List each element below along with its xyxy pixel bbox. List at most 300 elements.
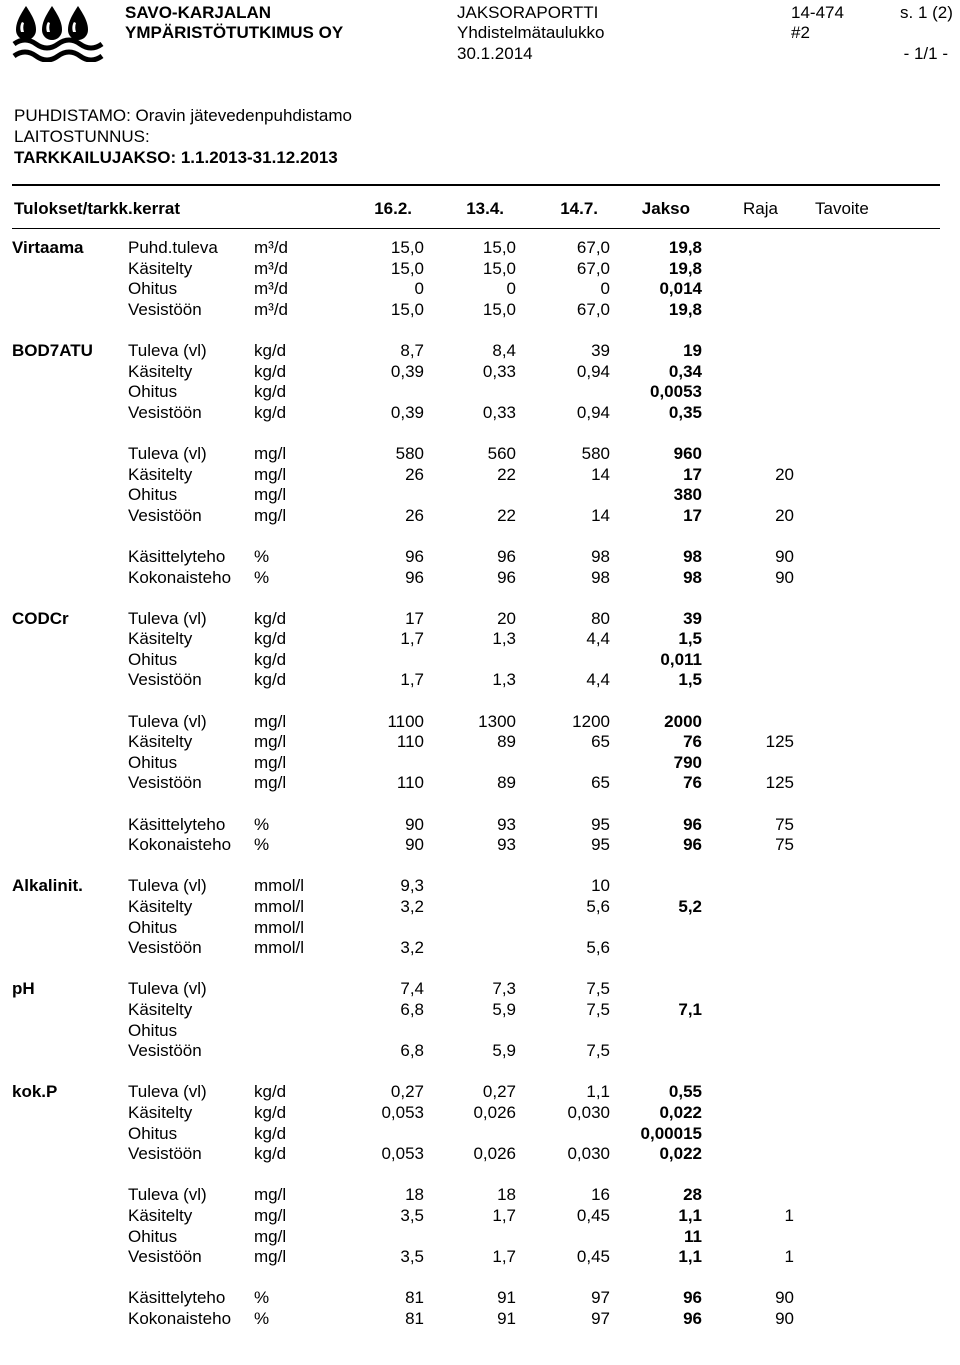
value-date3: 95 bbox=[591, 814, 610, 834]
value-date2 bbox=[424, 1021, 516, 1042]
column-header-divider bbox=[12, 228, 940, 229]
value-tavoite bbox=[794, 465, 874, 486]
value-jakso: 11 bbox=[684, 1226, 702, 1246]
value-date1: 15,0 bbox=[390, 299, 424, 319]
parameter-name: Ohitus bbox=[128, 649, 178, 669]
report-number: 14-474 bbox=[791, 3, 844, 22]
value-tavoite bbox=[794, 918, 874, 939]
parameter-name: Tuleva (vl) bbox=[128, 979, 207, 999]
spacer-cell bbox=[12, 1165, 874, 1186]
table-row bbox=[12, 753, 874, 774]
parameter-name: Ohitus bbox=[128, 752, 178, 772]
value-date1 bbox=[346, 753, 424, 774]
value-tavoite bbox=[794, 938, 874, 959]
value-date2: 15,0 bbox=[482, 258, 516, 278]
row-spacer bbox=[12, 959, 874, 980]
value-date2: 1,3 bbox=[492, 629, 516, 649]
value-raja: 1 bbox=[784, 1205, 794, 1225]
value-date3: 39 bbox=[591, 340, 610, 360]
site-id: LAITOSTUNNUS: bbox=[14, 127, 150, 146]
table-row bbox=[12, 670, 874, 691]
value-raja: 75 bbox=[775, 814, 794, 834]
value-jakso: 76 bbox=[683, 732, 702, 752]
value-raja bbox=[702, 403, 794, 424]
value-date3: 4,4 bbox=[586, 670, 610, 690]
value-jakso: 19,8 bbox=[668, 258, 702, 278]
value-date1: 90 bbox=[405, 835, 424, 855]
value-raja bbox=[702, 1144, 794, 1165]
table-row bbox=[12, 876, 874, 897]
table-row bbox=[12, 444, 874, 465]
value-date1: 3,2 bbox=[400, 897, 424, 916]
parameter-name: Vesistöön bbox=[128, 1041, 202, 1061]
value-tavoite bbox=[794, 362, 874, 383]
value-raja bbox=[702, 1041, 794, 1062]
table-row bbox=[12, 918, 874, 939]
value-tavoite bbox=[794, 1144, 874, 1165]
page-number: s. 1 (2) bbox=[900, 3, 953, 22]
section-label: BOD7ATU bbox=[12, 340, 93, 360]
table-row bbox=[12, 650, 874, 671]
table-row bbox=[12, 506, 874, 527]
plant-name: PUHDISTAMO: Oravin jätevedenpuhdistamo bbox=[14, 106, 352, 125]
value-date1: 96 bbox=[405, 546, 424, 566]
value-date1 bbox=[346, 918, 424, 939]
value-jakso: 19,8 bbox=[668, 238, 702, 257]
spacer-cell bbox=[12, 794, 874, 815]
value-jakso: 1,1 bbox=[678, 1205, 702, 1225]
spacer-cell bbox=[12, 320, 874, 341]
value-date3: 1200 bbox=[572, 711, 610, 731]
value-date3: 97 bbox=[591, 1288, 610, 1308]
section-label bbox=[12, 382, 128, 403]
parameter-name: Kokonaisteho bbox=[128, 1308, 232, 1328]
value-jakso: 1,5 bbox=[678, 670, 702, 690]
section-label bbox=[12, 1227, 128, 1248]
value-date2: 20 bbox=[497, 608, 516, 628]
value-jakso: 0,00015 bbox=[640, 1123, 702, 1143]
value-date3: 580 bbox=[581, 443, 610, 463]
results-table bbox=[12, 238, 874, 1329]
section-label bbox=[12, 1185, 128, 1206]
value-jakso: 96 bbox=[683, 835, 702, 855]
value-raja bbox=[702, 712, 794, 733]
value-raja bbox=[702, 650, 794, 671]
value-jakso: 1,1 bbox=[678, 1247, 702, 1267]
value-tavoite bbox=[794, 670, 874, 691]
value-jakso bbox=[610, 938, 702, 959]
value-jakso bbox=[610, 1041, 702, 1062]
section-label: Virtaama bbox=[12, 238, 84, 257]
value-jakso: 19,8 bbox=[668, 299, 702, 319]
unit-cell: mmol/l bbox=[254, 917, 305, 937]
value-date3: 65 bbox=[591, 773, 610, 793]
parameter-name: Vesistöön bbox=[128, 1247, 202, 1267]
value-raja: 125 bbox=[765, 732, 794, 752]
value-date3: 7,5 bbox=[586, 979, 610, 999]
section-label bbox=[12, 1206, 128, 1227]
value-tavoite bbox=[794, 1227, 874, 1248]
parameter-name: Käsittelyteho bbox=[128, 546, 226, 566]
value-date3: 98 bbox=[591, 567, 610, 587]
parameter-name: Käsitelty bbox=[128, 629, 193, 649]
value-tavoite bbox=[794, 1206, 874, 1227]
value-jakso: 98 bbox=[683, 546, 702, 566]
value-tavoite bbox=[794, 773, 874, 794]
value-date1: 8,7 bbox=[400, 340, 424, 360]
table-row bbox=[12, 835, 874, 856]
row-spacer bbox=[12, 1062, 874, 1083]
value-date2: 18 bbox=[497, 1185, 516, 1205]
value-tavoite bbox=[794, 1082, 874, 1103]
unit-cell: kg/d bbox=[254, 361, 287, 381]
section-label bbox=[12, 629, 128, 650]
value-jakso bbox=[610, 1021, 702, 1042]
spacer-cell bbox=[12, 588, 874, 609]
column-header-jakso: Jakso bbox=[641, 199, 690, 218]
unit-cell: mg/l bbox=[254, 732, 287, 752]
value-raja bbox=[702, 1227, 794, 1248]
row-spacer bbox=[12, 1268, 874, 1289]
parameter-name: Käsitelty bbox=[128, 258, 193, 278]
row-spacer bbox=[12, 691, 874, 712]
value-date2: 96 bbox=[497, 546, 516, 566]
unit-cell: mmol/l bbox=[254, 876, 305, 896]
value-raja bbox=[702, 382, 794, 403]
value-date1 bbox=[346, 485, 424, 506]
value-raja: 90 bbox=[775, 546, 794, 566]
table-row bbox=[12, 547, 874, 568]
value-date3 bbox=[516, 650, 610, 671]
value-raja bbox=[702, 1082, 794, 1103]
row-spacer bbox=[12, 320, 874, 341]
section-label bbox=[12, 362, 128, 383]
parameter-name: Puhd.tuleva bbox=[128, 238, 218, 257]
value-date2: 7,3 bbox=[492, 979, 516, 999]
value-jakso: 39 bbox=[683, 608, 702, 628]
section-label bbox=[12, 815, 128, 836]
value-date2: 93 bbox=[497, 814, 516, 834]
parameter-name: Kokonaisteho bbox=[128, 567, 232, 587]
table-row bbox=[12, 341, 874, 362]
parameter-name: Käsitelty bbox=[128, 999, 193, 1019]
value-date1: 90 bbox=[405, 814, 424, 834]
section-label bbox=[12, 835, 128, 856]
section-label bbox=[12, 1124, 128, 1145]
parameter-name: Käsitelty bbox=[128, 464, 193, 484]
value-tavoite bbox=[794, 506, 874, 527]
table-row bbox=[12, 1124, 874, 1145]
value-date2: 0,33 bbox=[482, 402, 516, 422]
unit-cell: mmol/l bbox=[254, 938, 305, 958]
header-divider bbox=[12, 184, 940, 186]
value-date2: 1,3 bbox=[492, 670, 516, 690]
value-tavoite bbox=[794, 1000, 874, 1021]
table-row bbox=[12, 382, 874, 403]
unit-cell bbox=[254, 1041, 346, 1062]
section-label: Alkalinit. bbox=[12, 876, 83, 896]
section-label bbox=[12, 1309, 128, 1330]
section-label: kok.P bbox=[12, 1082, 58, 1102]
value-raja bbox=[702, 362, 794, 383]
value-date1 bbox=[346, 1021, 424, 1042]
value-raja bbox=[702, 1021, 794, 1042]
value-tavoite bbox=[794, 1041, 874, 1062]
value-raja bbox=[702, 670, 794, 691]
table-row bbox=[12, 1227, 874, 1248]
value-date1 bbox=[346, 650, 424, 671]
table-row bbox=[12, 815, 874, 836]
value-date3: 7,5 bbox=[586, 999, 610, 1019]
section-label bbox=[12, 1041, 128, 1062]
value-date1 bbox=[346, 1227, 424, 1248]
value-jakso: 5,2 bbox=[678, 897, 702, 916]
value-date1: 0,39 bbox=[390, 402, 424, 422]
value-date1: 0 bbox=[414, 279, 424, 299]
value-date1: 17 bbox=[405, 608, 424, 628]
unit-cell: kg/d bbox=[254, 608, 287, 628]
value-date3 bbox=[516, 753, 610, 774]
value-date2: 0,27 bbox=[482, 1082, 516, 1102]
section-label: pH bbox=[12, 979, 35, 999]
value-date1: 9,3 bbox=[400, 876, 424, 896]
unit-cell: % bbox=[254, 1288, 270, 1308]
unit-cell: mg/l bbox=[254, 773, 287, 793]
unit-cell bbox=[254, 1000, 346, 1021]
section-label bbox=[12, 300, 128, 321]
parameter-name: Vesistöön bbox=[128, 505, 202, 525]
value-jakso: 96 bbox=[683, 814, 702, 834]
value-tavoite bbox=[794, 979, 874, 1000]
value-raja bbox=[702, 259, 794, 280]
parameter-name: Tuleva (vl) bbox=[128, 1082, 207, 1102]
value-date3: 0,45 bbox=[576, 1247, 610, 1267]
value-date2: 89 bbox=[497, 732, 516, 752]
value-raja: 90 bbox=[775, 1308, 794, 1328]
value-date3: 7,5 bbox=[586, 1041, 610, 1061]
value-jakso: 96 bbox=[683, 1288, 702, 1308]
table-row bbox=[12, 897, 874, 918]
report-title: JAKSORAPORTTI bbox=[457, 3, 599, 22]
value-raja: 125 bbox=[765, 773, 794, 793]
parameter-name: Ohitus bbox=[128, 1020, 178, 1040]
spacer-cell bbox=[12, 1062, 874, 1083]
table-row bbox=[12, 1021, 874, 1042]
value-date2: 0,026 bbox=[473, 1102, 516, 1122]
table-row bbox=[12, 279, 874, 300]
value-date3: 5,6 bbox=[586, 897, 610, 916]
value-tavoite bbox=[794, 300, 874, 321]
parameter-name: Käsitelty bbox=[128, 897, 193, 916]
value-date1: 1100 bbox=[387, 711, 424, 731]
section-label bbox=[12, 444, 128, 465]
unit-cell: kg/d bbox=[254, 1102, 287, 1122]
parameter-name: Ohitus bbox=[128, 485, 178, 505]
unit-cell: mg/l bbox=[254, 505, 287, 525]
spacer-cell bbox=[12, 856, 874, 877]
value-tavoite bbox=[794, 629, 874, 650]
unit-cell: mmol/l bbox=[254, 897, 305, 916]
unit-cell: m³/d bbox=[254, 238, 288, 257]
value-tavoite bbox=[794, 1288, 874, 1309]
table-row bbox=[12, 1206, 874, 1227]
parameter-name: Tuleva (vl) bbox=[128, 876, 207, 896]
value-date2: 0,026 bbox=[473, 1144, 516, 1164]
value-date2 bbox=[424, 938, 516, 959]
unit-cell: mg/l bbox=[254, 711, 287, 731]
report-hash: #2 bbox=[791, 23, 810, 42]
table-row bbox=[12, 300, 874, 321]
value-raja: 20 bbox=[775, 464, 794, 484]
value-date3: 5,6 bbox=[586, 938, 610, 958]
value-tavoite bbox=[794, 382, 874, 403]
column-header-date2: 13.4. bbox=[466, 199, 504, 218]
table-row bbox=[12, 938, 874, 959]
value-raja bbox=[702, 979, 794, 1000]
value-date2 bbox=[424, 876, 516, 897]
value-date1: 0,053 bbox=[381, 1144, 424, 1164]
column-header-tavoite: Tavoite bbox=[815, 199, 869, 218]
value-date3: 65 bbox=[591, 732, 610, 752]
value-jakso: 0,35 bbox=[668, 402, 702, 422]
section-label bbox=[12, 1144, 128, 1165]
row-spacer bbox=[12, 526, 874, 547]
value-date3: 14 bbox=[591, 464, 610, 484]
column-header-label: Tulokset/tarkk.kerrat bbox=[14, 199, 180, 218]
value-jakso: 7,1 bbox=[678, 999, 702, 1019]
section-label bbox=[12, 547, 128, 568]
value-jakso: 98 bbox=[683, 567, 702, 587]
section-label bbox=[12, 918, 128, 939]
value-date1: 110 bbox=[396, 732, 424, 752]
table-row bbox=[12, 465, 874, 486]
value-date3: 67,0 bbox=[576, 238, 610, 257]
section-label bbox=[12, 279, 128, 300]
value-date1: 110 bbox=[396, 773, 424, 793]
value-tavoite bbox=[794, 1021, 874, 1042]
parameter-name: Tuleva (vl) bbox=[128, 340, 207, 360]
unit-cell: kg/d bbox=[254, 629, 287, 649]
value-date1: 15,0 bbox=[390, 238, 424, 257]
value-jakso: 0,34 bbox=[668, 361, 702, 381]
table-row bbox=[12, 712, 874, 733]
table-row bbox=[12, 979, 874, 1000]
value-date2 bbox=[424, 650, 516, 671]
value-tavoite bbox=[794, 835, 874, 856]
value-tavoite bbox=[794, 547, 874, 568]
value-date1: 0,27 bbox=[390, 1082, 424, 1102]
unit-cell: m³/d bbox=[254, 279, 288, 299]
section-label bbox=[12, 465, 128, 486]
parameter-name: Ohitus bbox=[128, 1123, 178, 1143]
value-raja bbox=[702, 876, 794, 897]
section-label bbox=[12, 1288, 128, 1309]
unit-cell: mg/l bbox=[254, 1247, 287, 1267]
table-row bbox=[12, 1288, 874, 1309]
table-row bbox=[12, 362, 874, 383]
value-date3: 0 bbox=[600, 279, 610, 299]
value-date1: 18 bbox=[405, 1185, 424, 1205]
value-date2: 1,7 bbox=[492, 1205, 516, 1225]
value-jakso bbox=[610, 876, 702, 897]
value-tavoite bbox=[794, 1103, 874, 1124]
parameter-name: Kokonaisteho bbox=[128, 835, 232, 855]
org-name-line2: YMPÄRISTÖTUTKIMUS OY bbox=[125, 23, 344, 42]
value-date3: 0,030 bbox=[567, 1102, 610, 1122]
value-raja bbox=[702, 629, 794, 650]
value-jakso: 380 bbox=[673, 485, 702, 505]
value-date1 bbox=[346, 1124, 424, 1145]
section-label bbox=[12, 568, 128, 589]
row-spacer bbox=[12, 794, 874, 815]
value-tavoite bbox=[794, 341, 874, 362]
value-date3 bbox=[516, 1227, 610, 1248]
parameter-name: Vesistöön bbox=[128, 670, 202, 690]
unit-cell: mg/l bbox=[254, 464, 287, 484]
section-label bbox=[12, 753, 128, 774]
unit-cell: kg/d bbox=[254, 402, 287, 422]
value-raja bbox=[702, 918, 794, 939]
table-row bbox=[12, 1041, 874, 1062]
value-date2 bbox=[424, 1227, 516, 1248]
value-jakso: 0,022 bbox=[659, 1102, 702, 1122]
value-date3 bbox=[516, 1124, 610, 1145]
row-spacer bbox=[12, 856, 874, 877]
value-date2: 89 bbox=[497, 773, 516, 793]
spacer-cell bbox=[12, 1268, 874, 1289]
value-raja: 1 bbox=[784, 1247, 794, 1267]
value-date1: 81 bbox=[405, 1308, 424, 1328]
value-tavoite bbox=[794, 815, 874, 836]
value-date1: 3,5 bbox=[400, 1205, 424, 1225]
parameter-name: Ohitus bbox=[128, 382, 178, 402]
value-date1: 96 bbox=[405, 567, 424, 587]
value-date3: 95 bbox=[591, 835, 610, 855]
value-date2 bbox=[424, 485, 516, 506]
section-label bbox=[12, 732, 128, 753]
value-raja bbox=[702, 444, 794, 465]
section-label bbox=[12, 773, 128, 794]
value-tavoite bbox=[794, 876, 874, 897]
value-raja bbox=[702, 485, 794, 506]
section-label bbox=[12, 403, 128, 424]
unit-cell: mg/l bbox=[254, 1226, 287, 1246]
section-label bbox=[12, 897, 128, 918]
value-date2: 91 bbox=[497, 1308, 516, 1328]
value-date3: 0,94 bbox=[576, 402, 610, 422]
value-jakso: 76 bbox=[683, 773, 702, 793]
unit-cell: kg/d bbox=[254, 340, 287, 360]
value-date2: 22 bbox=[497, 464, 516, 484]
value-date3: 1,1 bbox=[586, 1082, 610, 1102]
parameter-name: Vesistöön bbox=[128, 773, 202, 793]
value-date2: 22 bbox=[497, 505, 516, 525]
spacer-cell bbox=[12, 526, 874, 547]
unit-cell: % bbox=[254, 567, 270, 587]
unit-cell: mg/l bbox=[254, 485, 287, 505]
page-fraction: - 1/1 - bbox=[903, 44, 948, 63]
row-spacer bbox=[12, 1165, 874, 1186]
value-tavoite bbox=[794, 1247, 874, 1268]
unit-cell bbox=[254, 979, 346, 1000]
value-date1: 81 bbox=[405, 1288, 424, 1308]
value-raja bbox=[702, 1124, 794, 1145]
parameter-name: Tuleva (vl) bbox=[128, 608, 207, 628]
value-tavoite bbox=[794, 485, 874, 506]
table-row bbox=[12, 773, 874, 794]
value-raja bbox=[702, 1103, 794, 1124]
row-spacer bbox=[12, 423, 874, 444]
